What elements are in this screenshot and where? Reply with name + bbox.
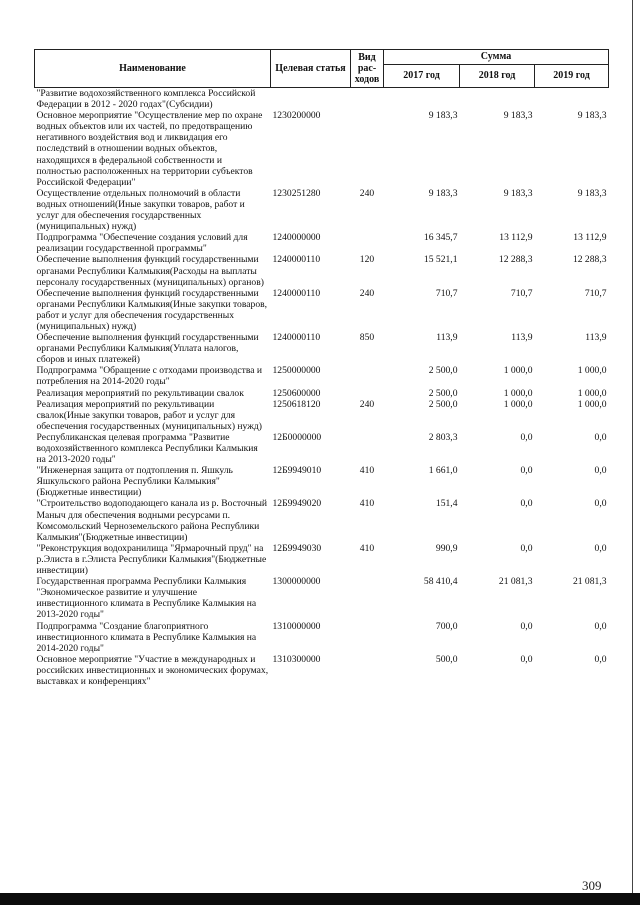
row-target-code: 1250000000: [272, 365, 321, 377]
row-sum-2018: 710,7: [510, 287, 533, 299]
row-target-code: 1240000110: [272, 287, 321, 299]
row-sum-2017: 2 500,0: [428, 387, 458, 399]
row-sum-2017: 113,9: [436, 332, 458, 344]
row-sum-2017: 700,0: [435, 620, 458, 632]
table-row: [35, 399, 609, 432]
header-target: Целевая статья: [271, 50, 351, 88]
table-row: [35, 654, 609, 687]
table-row: [35, 188, 609, 232]
row-sum-2018: 12 288,3: [498, 254, 533, 266]
row-name: Обеспечение выполнения функций государственными органами Республики Калмыкия(Расходы на выплаты персоналу государственных (муниципальных) органов): [36, 254, 264, 288]
row-sum-2019: 1 000,0: [577, 365, 607, 377]
row-sum-2017: 58 410,4: [423, 576, 458, 588]
row-expense-type: 240: [359, 187, 375, 199]
row-name: Осуществление отдельных полномочий в области водных отношений(Иные закупки товаров, работ и услуг для обеспечения государственных (муниципальных) нужд): [36, 187, 245, 233]
row-sum-2018: 21 081,3: [498, 576, 533, 588]
row-sum-2019: 1 000,0: [577, 398, 607, 410]
row-expense-type: [351, 232, 384, 254]
row-target-code: 12Б9949020: [272, 498, 322, 510]
page-edge: [632, 0, 633, 893]
header-2019: 2019 год: [535, 65, 609, 88]
row-sum-2018: 0,0: [520, 431, 533, 443]
row-expense-type: [351, 365, 384, 387]
row-sum-2019: 9 183,3: [577, 187, 607, 199]
row-sum-2017: 2 500,0: [428, 365, 458, 377]
header-name: Наименование: [35, 50, 271, 88]
row-sum-2019: 0,0: [594, 542, 607, 554]
table-row: [35, 88, 609, 111]
row-sum-2018: 1 000,0: [503, 398, 533, 410]
row-expense-type: [351, 110, 384, 188]
table-row: [35, 232, 609, 254]
header-2017: 2017 год: [384, 65, 460, 88]
row-name: Реализация мероприятий по рекультивации свалок: [36, 387, 244, 399]
row-name: Республиканская целевая программа "Развитие водохозяйственного комплекса Республики Калмыкия на 2013-2020 годы": [36, 431, 258, 466]
page-number: 309: [582, 878, 602, 893]
row-sum-2019: 13 112,9: [573, 232, 607, 244]
row-expense-type: [351, 576, 384, 620]
budget-table: [34, 49, 609, 687]
header-2018: 2018 год: [460, 65, 535, 88]
table-body: [35, 88, 609, 688]
table-row: [35, 432, 609, 465]
row-sum-2017: 710,7: [435, 287, 458, 299]
row-sum-2018: 9 183,3: [503, 110, 533, 122]
row-sum-2018: 0,0: [520, 620, 533, 632]
table-row: [35, 576, 609, 620]
table-row: [35, 365, 609, 387]
row-name: Государственная программа Республики Калмыкия "Экономическое развитие и улучшение инвестиционного климата в Республике Калмыкия на 2013-2020 годы": [36, 576, 257, 621]
row-expense-type: [351, 654, 384, 687]
row-expense-type: 410: [359, 465, 375, 477]
row-name: Обеспечение выполнения функций государственными органами Республики Калмыкия(Иные закупки товаров, работ и услуг для обеспечения государственных (муниципальных) нужд): [36, 287, 268, 332]
row-sum-2017: 9 183,3: [428, 110, 458, 122]
row-sum-2019: 12 288,3: [572, 254, 607, 266]
row-name: "Инженерная защита от подтопления п. Яшкуль Яшкульского района Республики Калмыкия"(Бюджетные инвестиции): [36, 465, 233, 499]
row-sum-2017: 15 521,1: [423, 254, 458, 266]
row-sum-2018: 13 112,9: [499, 232, 533, 244]
table-row: [35, 288, 609, 332]
row-target-code: 12Б0000000: [272, 431, 322, 443]
row-sum-2018: 0,0: [520, 542, 533, 554]
row-expense-type: 850: [359, 332, 375, 344]
row-sum-2019: 0,0: [594, 498, 607, 510]
header-vid: Вид рас-ходов: [351, 50, 384, 88]
row-sum-2019: [535, 88, 609, 111]
row-name: "Реконструкция водохранилища "Ярмарочный пруд" на р.Элиста в г.Элиста Республики Калмыкия"(Бюджетные инвестиции): [36, 542, 267, 577]
row-name: Подпрограмма "Создание благоприятного инвестиционного климата в Республике Калмыкия на 2014-2020 годы": [36, 620, 257, 654]
row-expense-type: [351, 88, 384, 111]
row-target-code: 1230251280: [272, 187, 321, 199]
row-name: "Развитие водохозяйственного комплекса Российской Федерации в 2012 - 2020 годах"(Субсидии): [36, 88, 256, 111]
row-sum-2018: 9 183,3: [503, 187, 533, 199]
table-row: [35, 498, 609, 542]
row-sum-2017: 9 183,3: [428, 187, 458, 199]
row-sum-2019: 0,0: [594, 620, 607, 632]
table-row: [35, 388, 609, 399]
row-sum-2018: 0,0: [520, 465, 533, 477]
row-expense-type: 410: [359, 498, 375, 510]
row-sum-2018: 0,0: [520, 653, 533, 665]
row-sum-2019: 1 000,0: [577, 387, 607, 399]
row-sum-2019: 0,0: [594, 431, 607, 443]
row-sum-2019: 710,7: [584, 287, 607, 299]
row-expense-type: 410: [359, 542, 375, 554]
row-target-code: 12Б9949010: [272, 465, 322, 477]
row-sum-2017: 16 345,7: [423, 232, 458, 244]
row-sum-2018: 1 000,0: [503, 387, 533, 399]
row-expense-type: 240: [359, 287, 375, 299]
row-sum-2019: 0,0: [594, 465, 607, 477]
row-sum-2018: 0,0: [520, 498, 533, 510]
row-target-code: 1240000110: [272, 332, 321, 344]
table-row: [35, 332, 609, 365]
row-expense-type: [351, 432, 384, 465]
row-target-code: 1240000110: [272, 254, 321, 266]
row-expense-type: 120: [359, 254, 375, 266]
row-target-code: 1240000000: [272, 232, 321, 244]
row-sum-2017: 2 500,0: [428, 398, 458, 410]
row-name: Подпрограмма "Обеспечение создания условий для реализации государственной программы": [36, 232, 248, 255]
table-row: [35, 543, 609, 576]
row-name: Основное мероприятие "Осуществление мер по охране водных объектов или их частей, по предотвращению негативного воздействия вод и ликвидация его последствий в отношении водных объектов, находящихся в федеральной собственности и полностью расположенных на территории субъектов Российской Федерации": [36, 110, 263, 188]
row-sum-2017: 1 661,0: [428, 465, 458, 477]
row-sum-2019: 113,9: [585, 332, 607, 344]
scan-border: [0, 893, 640, 905]
row-target-code: 1310000000: [272, 620, 321, 632]
row-sum-2017: [384, 88, 460, 111]
row-sum-2019: 21 081,3: [572, 576, 607, 588]
row-sum-2017: 151,4: [435, 498, 458, 510]
row-target-code: 1230200000: [272, 110, 321, 122]
row-expense-type: 240: [359, 398, 375, 410]
row-name: "Строительство водоподающего канала из р. Восточный Маныч для обеспечения водными ресурсами п. Комсомольский Черноземельского района Республики Калмыкия"(Бюджетные инвестиции): [36, 498, 268, 543]
row-target-code: 1300000000: [272, 576, 321, 588]
table-row: [35, 110, 609, 188]
table-row: [35, 465, 609, 498]
row-sum-2019: 9 183,3: [577, 110, 607, 122]
row-target-code: 12Б9949030: [272, 542, 322, 554]
row-sum-2018: [460, 88, 535, 111]
row-name: Подпрограмма "Обращение с отходами производства и потребления на 2014-2020 годы": [36, 365, 263, 388]
row-target-code: 1250600000: [272, 387, 321, 399]
row-expense-type: [351, 621, 384, 654]
row-sum-2017: 990,9: [435, 542, 458, 554]
table-row: [35, 621, 609, 654]
row-name: Реализация мероприятий по рекультивации свалок(Иные закупки товаров, работ и услуг для обеспечения государственных (муниципальных) нужд): [36, 398, 262, 432]
header-row: [35, 50, 609, 65]
row-sum-2018: 113,9: [511, 332, 533, 344]
row-target-code: 1250618120: [272, 398, 321, 410]
header-sum: Сумма: [384, 50, 609, 65]
row-target-code: [271, 88, 351, 111]
row-sum-2018: 1 000,0: [503, 365, 533, 377]
table-row: [35, 254, 609, 287]
row-name: Обеспечение выполнения функций государственными органами Республики Калмыкия(Уплата налогов, сборов и иных платежей): [36, 332, 259, 366]
row-sum-2017: 500,0: [435, 653, 458, 665]
row-name: Основное мероприятие "Участие в международных и российских инвестиционных и экономических форумах, выставках и конференциях": [36, 653, 269, 687]
row-sum-2017: 2 803,3: [428, 431, 458, 443]
row-target-code: 1310300000: [272, 653, 321, 665]
row-expense-type: [351, 388, 384, 399]
row-sum-2019: 0,0: [594, 653, 607, 665]
